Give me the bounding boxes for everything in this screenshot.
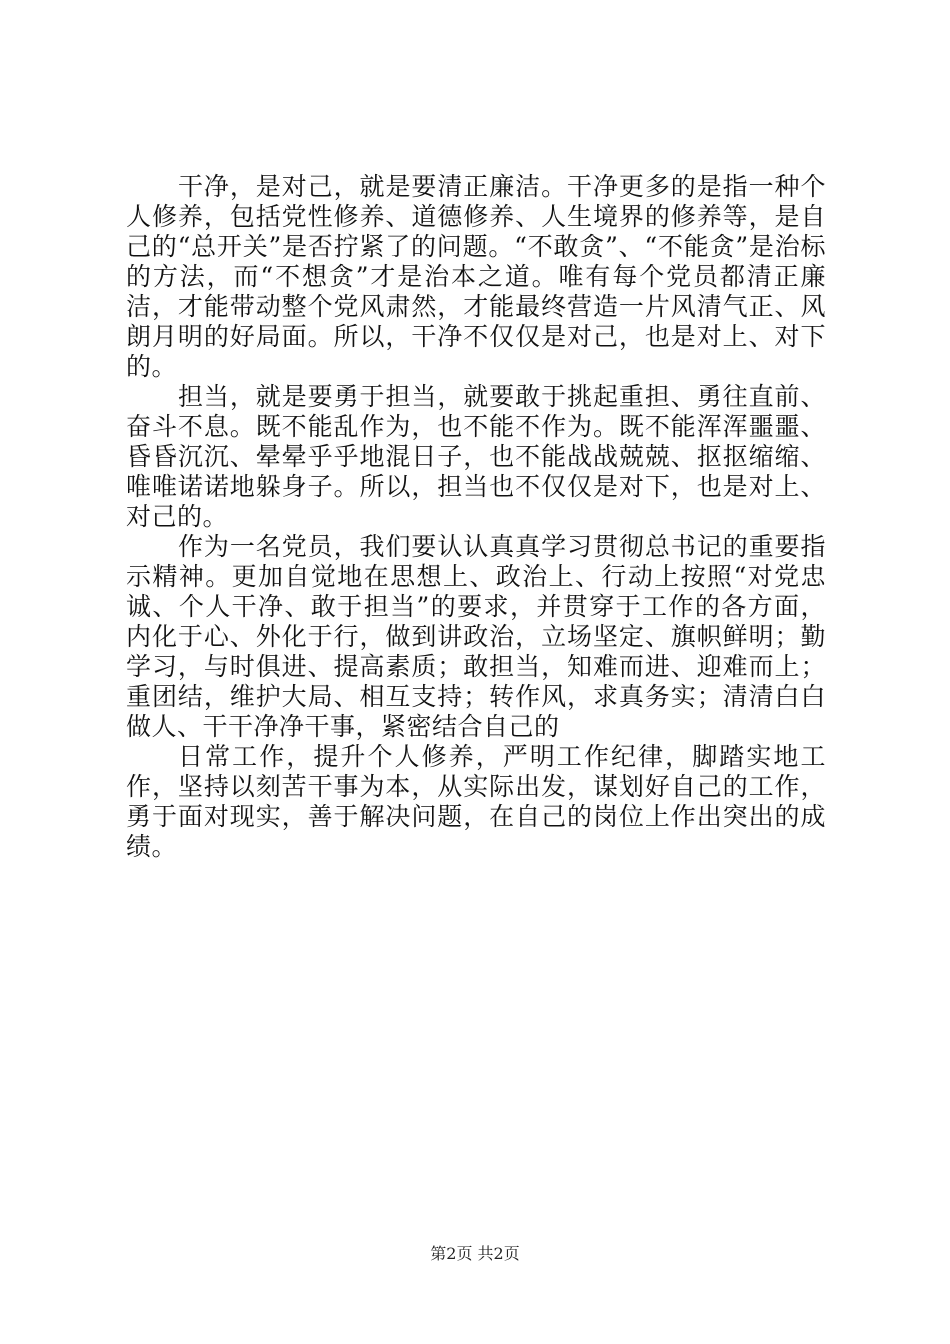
paragraph-responsibility: 担当，就是要勇于担当，就要敢于挑起重担、勇往直前、奋斗不息。既不能乱作为，也不能不作为。既不能浑浑噩噩、昏昏沉沉、晕晕乎乎地混日子，也不能战战兢兢、抠抠缩缩、唯唯诺诺地躲身子。所以，担当也不仅仅是对下，也是对上、对己的。 (126, 382, 826, 531)
paragraph-party-member: 作为一名党员，我们要认认真真学习贯彻总书记的重要指示精神。更加自觉地在思想上、政治上、行动上按照“对党忠诚、个人干净、敢于担当”的要求，并贯穿于工作的各方面，内化于心、外化于行，做到讲政治，立场坚定、旗帜鲜明；勤学习，与时俱进、提高素质；敢担当，知难而进、迎难而上；重团结，维护大局、相互支持；转作风，求真务实；清清白白做人、干干净净干事，紧密结合自己的 (126, 532, 826, 741)
page-number-footer: 第2页 共2页 (430, 1244, 520, 1263)
paragraph-integrity: 干净，是对己，就是要清正廉洁。干净更多的是指一种个人修养，包括党性修养、道德修养、人生境界的修养等，是自己的“总开关”是否拧紧了的问题。“不敢贪”、“不能贪”是治标的方法，而“不想贪”才是治本之道。唯有每个党员都清正廉洁，才能带动整个党风肃然，才能最终营造一片风清气正、风朗月明的好局面。所以，干净不仅仅是对己，也是对上、对下的。 (126, 172, 826, 381)
document-body (126, 172, 826, 862)
paragraph-daily-work: 日常工作，提升个人修养，严明工作纪律，脚踏实地工作，坚持以刻苦干事为本，从实际出发，谋划好自己的工作，勇于面对现实，善于解决问题，在自己的岗位上作出突出的成绩。 (126, 742, 826, 861)
